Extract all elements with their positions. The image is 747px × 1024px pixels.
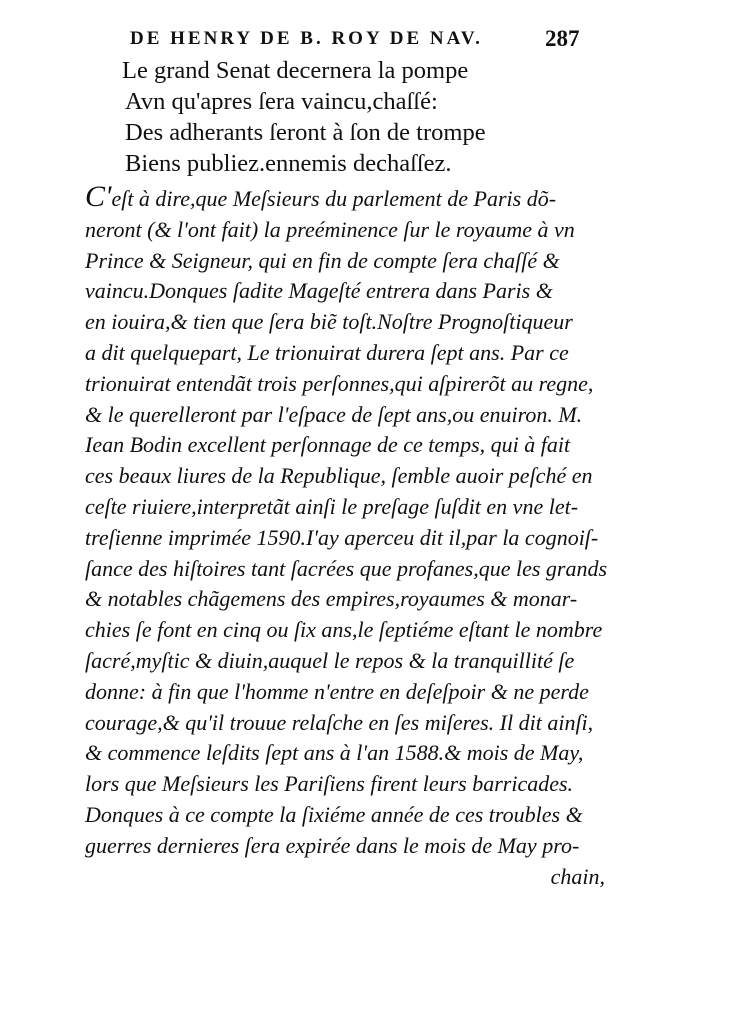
body-line: & le querelleront par l'eſpace de ſept ans,ou enuiron. M. — [85, 401, 583, 427]
body-line: Iean Bodin excellent perſonnage de ce temps, qui à fait — [85, 432, 571, 458]
body-line: chain, — [550, 863, 605, 889]
body-line: en iouira,& tien que ſera biẽ toſt.Noſtre Prognoſtiqueur — [85, 309, 573, 335]
body-line: donne: à fin que l'homme n'entre en deſeſpoir & ne perde — [85, 678, 589, 704]
running-head: DE HENRY DE B. ROY DE NAV. — [130, 28, 483, 49]
body-line: ſacré,myſtic & diuin,auquel le repos & la tranquillité ſe — [85, 647, 575, 673]
verse-line: Des adherants ſeront à ſon de trompe — [125, 119, 486, 146]
body-line: ſance des hiſtoires tant ſacrées que profanes,que les grands — [85, 555, 608, 581]
body-line: guerres dernieres ſera expirée dans le mois de May pro- — [85, 832, 580, 858]
body-line: Donques à ce compte la ſixiéme année de ces troubles & — [85, 801, 583, 827]
body-line: & commence leſdits ſept ans à l'an 1588.& mois de May, — [85, 740, 584, 766]
commentary-paragraph — [85, 180, 608, 892]
body-line: C'eſt à dire,que Meſsieurs du parlement de Paris dõ- — [85, 180, 557, 213]
body-line: ceſte riuiere,interpretãt ainſi le preſage ſuſdit en vne let- — [85, 493, 579, 519]
verse-line: Le grand Senat decernera la pompe — [122, 57, 469, 84]
body-line: vaincu.Donques ſadite Mageſté entrera dans Paris & — [85, 278, 553, 304]
page-number: 287 — [545, 26, 580, 51]
body-line: ces beaux liures de la Republique, ſemble auoir peſché en — [85, 463, 593, 489]
body-line: chies ſe font en cinq ou ſix ans,le ſeptiéme eſtant le nombre — [85, 617, 603, 643]
body-line: trionuirat entendãt trois perſonnes,qui aſpirerõt au regne, — [85, 370, 594, 396]
body-line: Prince & Seigneur, qui en fin de compte ſera chaſſé & — [85, 247, 560, 273]
body-line: & notables chãgemens des empires,royaumes & monar- — [85, 586, 578, 612]
body-line: lors que Meſsieurs les Pariſiens firent leurs barricades. — [85, 771, 574, 797]
verse-line: Biens publiez.ennemis dechaſſez. — [125, 150, 452, 177]
verse-quatrain — [122, 55, 486, 179]
verse-line: Avn qu'apres ſera vaincu,chaſſé: — [125, 88, 438, 115]
body-line: neront (& l'ont fait) la preéminence ſur le royaume à vn — [85, 216, 575, 242]
body-line: a dit quelquepart, Le trionuirat durera ſept ans. Par ce — [85, 339, 569, 365]
body-line: treſienne imprimée 1590.I'ay aperceu dit il,par la cognoiſ- — [85, 524, 599, 550]
body-line: courage,& qu'il trouue relaſche en ſes miſeres. Il dit ainſi, — [85, 709, 594, 735]
